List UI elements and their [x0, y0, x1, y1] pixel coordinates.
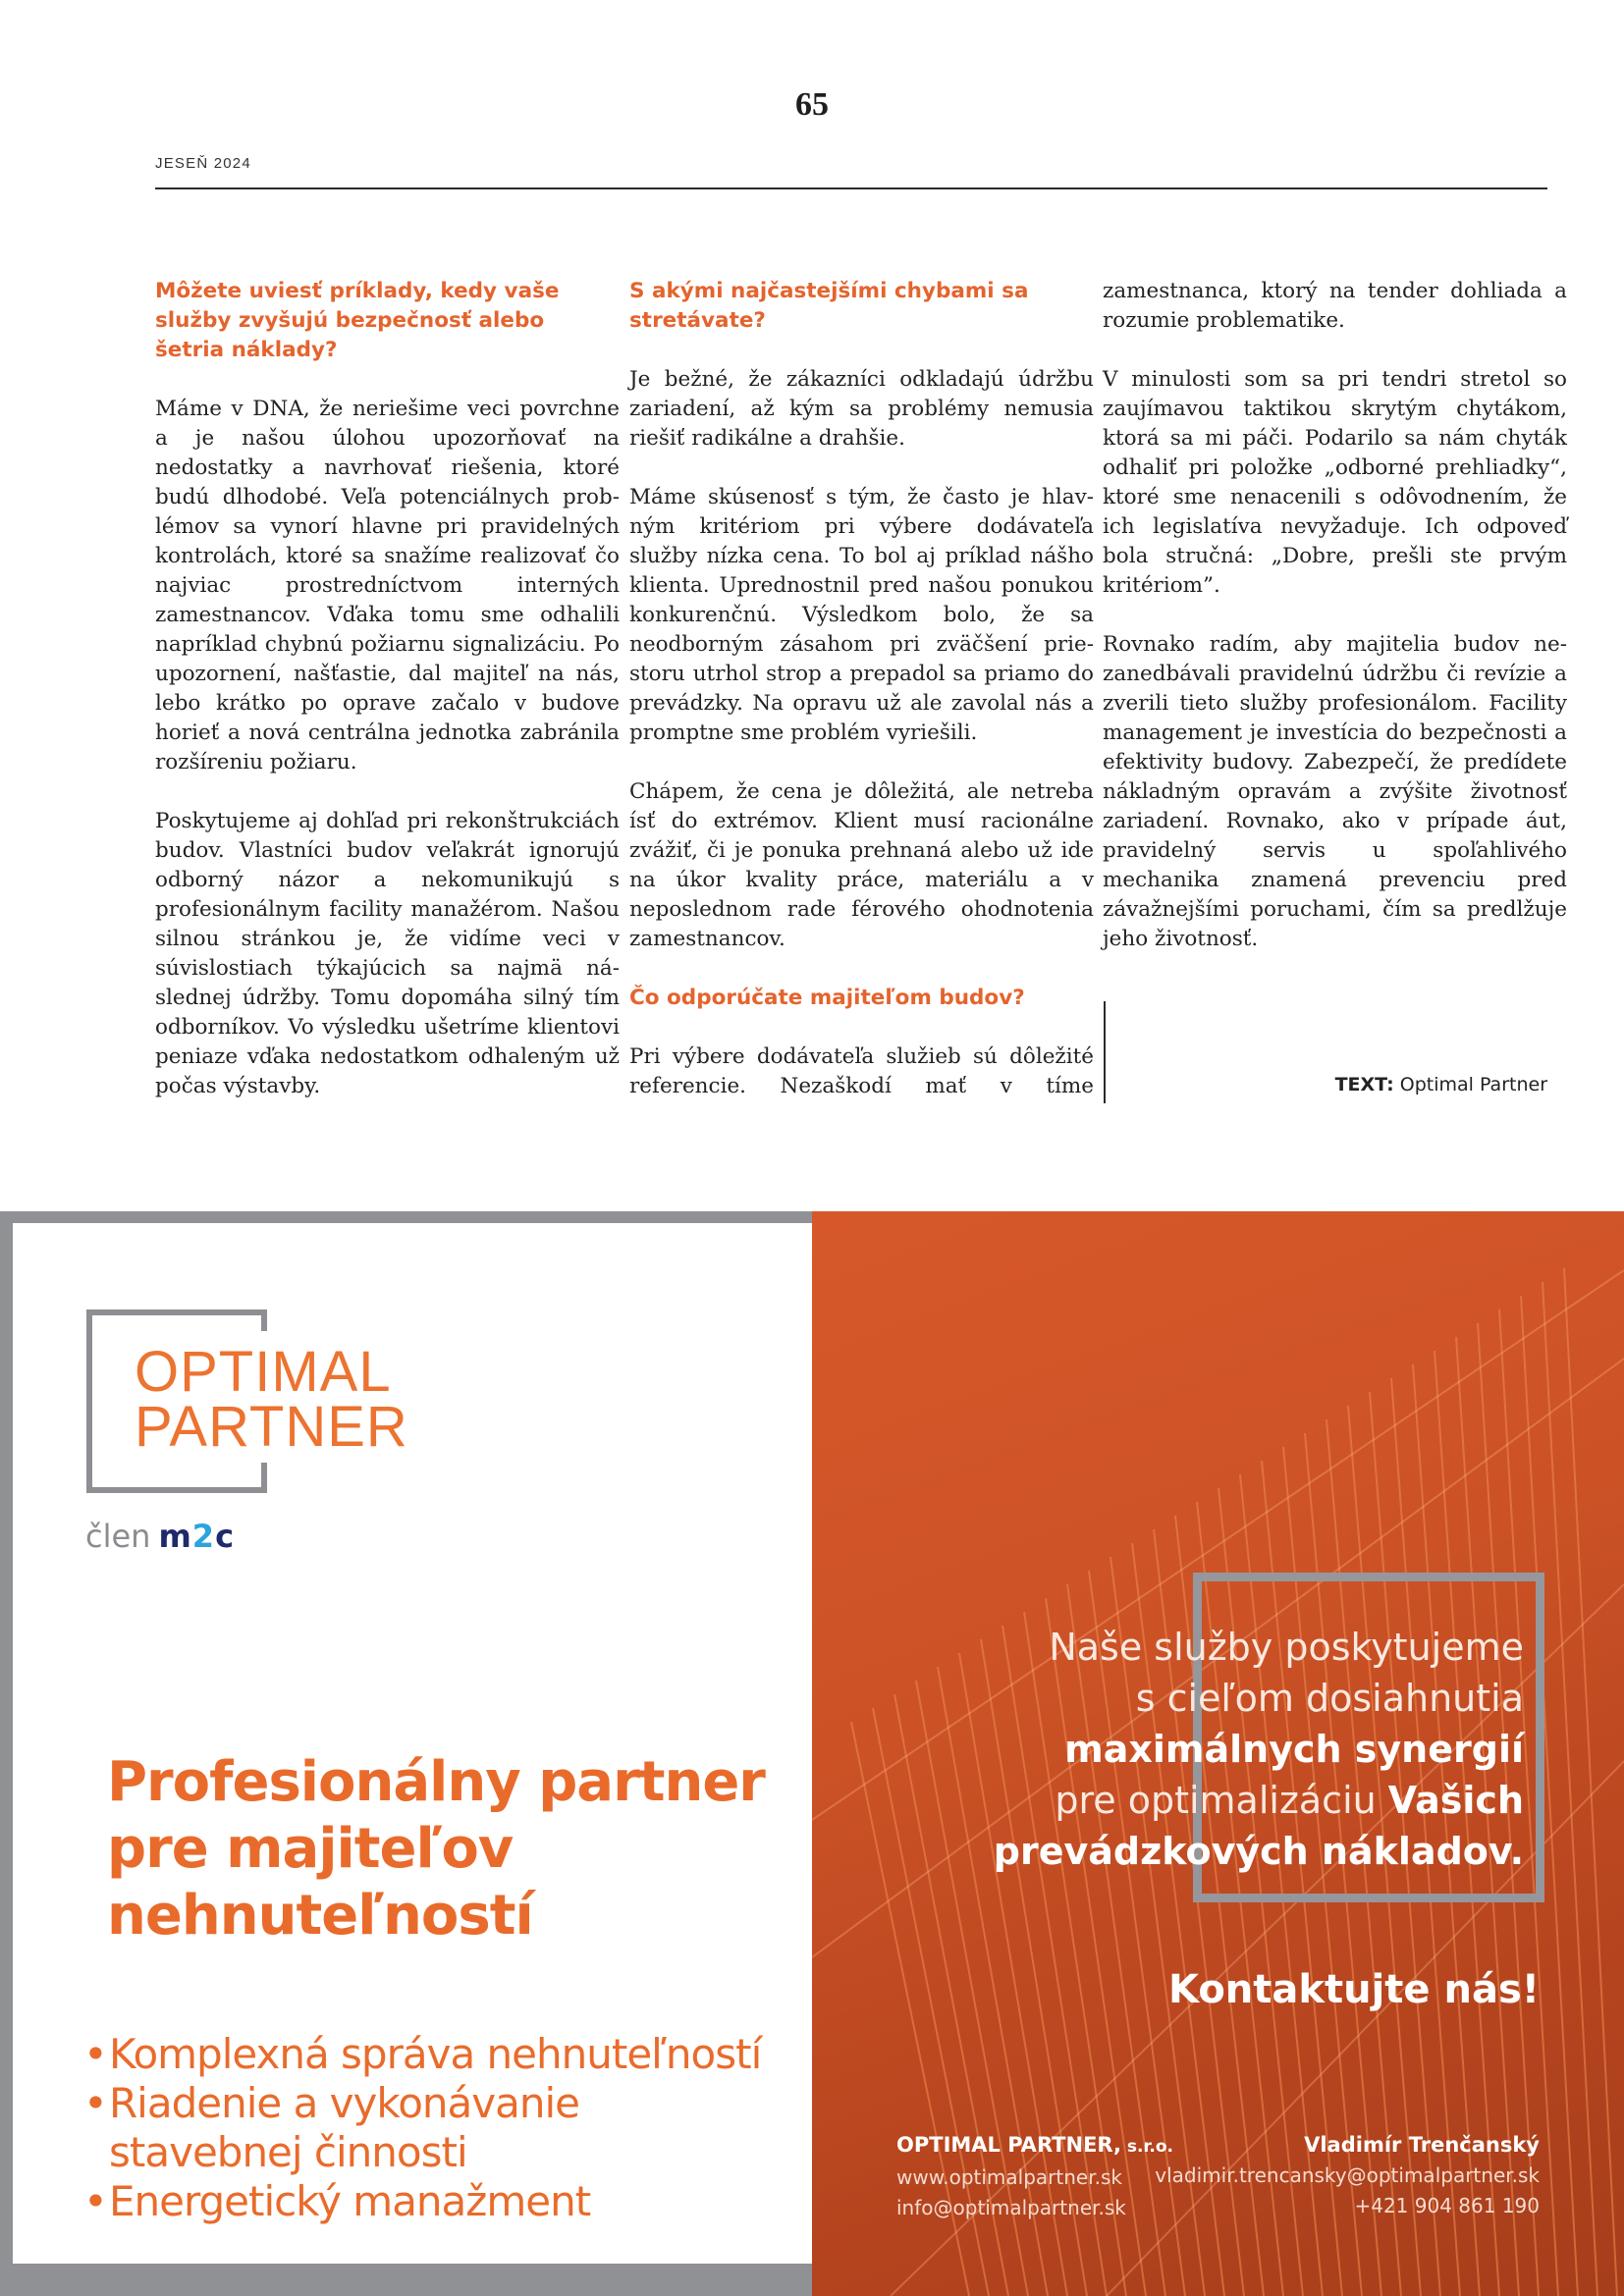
headline-line: pre majiteľov — [107, 1817, 514, 1881]
tagline — [974, 1622, 1524, 1877]
paragraph: Chápem, že cena je dôležitá, ale netreba ísť do extrémov. Klient musí racionálne zvážiť, či je ponuka prehnaná alebo už ide na úkor kvality práce, materiálu a v neposlednom rade férového ohodnotenia zamestnancov. — [629, 779, 1094, 951]
paragraph: Je bežné, že zákazníci odkladajú údržbu zariadení, až kým sa problémy nemusia riešiť radikálne a drahšie. — [629, 367, 1094, 451]
paragraph: Poskytujeme aj dohľad pri rekonštrukciách budov. Vlastníci budov veľakrát ignorujú odborný názor a nekomunikujú s profesionálnym facility manažérom. Našou silnou stránkou je, že vidíme veci v súvislostiach týkajúcich sa najmä následnej údržby. Tomu dopomáha silný tím odborníkov. Vo výsledku ušetríme klientovi peniaze vďaka nedostatkom odhaleným už počas výstavby. — [155, 809, 620, 1098]
byline-author: Optimal Partner — [1399, 1074, 1547, 1095]
service-item — [83, 2079, 761, 2177]
article-column-3 — [1103, 277, 1567, 984]
m2c-letter: 2 — [191, 1518, 216, 1555]
tagline-line: s cieľom dosiahnutia — [1135, 1677, 1524, 1720]
article-column-2 — [629, 277, 1094, 1131]
byline-label: TEXT: — [1334, 1074, 1394, 1095]
paragraph: Rovnako radím, aby majitelia budov nezanedbávali pravidelnú údržbu či revízie a zverili tieto služby profesionálom. Facility management je investícia do bezpečnosti a efektivity budovy. Zabezpečí, že predídete nákladným opravám a zvýšite životnosť zariadení. Rovnako, ako v prípade áut, pravidelný servis u spoľahlivého mechanika znamená prevenciu pred závažnejšími poruchami, čím sa predlžuje jeho životnosť. — [1103, 632, 1567, 951]
service-text: Komplexná správa nehnuteľností — [109, 2030, 762, 2078]
tagline-line: prevádzkových nákladov. — [993, 1830, 1524, 1873]
service-item — [83, 2177, 761, 2226]
service-text: stavebnej činnosti — [109, 2128, 467, 2176]
issue-label: JESEŇ 2024 — [155, 155, 251, 172]
ad-left-panel — [13, 1223, 812, 2264]
tagline-line: Naše služby poskytujeme — [1049, 1626, 1524, 1669]
logo-frame — [261, 1463, 267, 1487]
logo-line: PARTNER — [135, 1395, 408, 1459]
page-number: 65 — [795, 86, 829, 123]
logo-frame — [261, 1309, 267, 1331]
contact-person-email-link[interactable]: vladimir.trencansky@optimalpartner.sk — [1155, 2163, 1540, 2187]
m2c-letter: m — [158, 1518, 192, 1555]
question-heading: Čo odporúčate majiteľom budov? — [629, 986, 1025, 1010]
member-badge — [85, 1518, 235, 1555]
question-heading: S akými najčastejšími chybami sa stretávate? — [629, 279, 1029, 333]
service-item — [83, 2030, 761, 2079]
headline-line: Profesionálny partner — [107, 1750, 765, 1814]
paragraph: zamestnanca, ktorý na tender dohliada a rozumie problematike. — [1103, 279, 1567, 333]
article-column-1 — [155, 277, 620, 1131]
company-name: OPTIMAL PARTNER, s.r.o. — [896, 2133, 1174, 2157]
paragraph: V minulosti som sa pri tendri stretol so zaujímavou taktikou skrytým chytákom, ktorá sa mi páči. Podarilo sa nám chyták odhaliť pri položke „odborné prehliadky“, ktoré sme nenacenili s odôvodnením, že ich legislatíva nevyžaduje. Ich odpoveď bola stručná: „Dobre, prešli ste prvým kritériom”. — [1103, 367, 1567, 598]
byline-divider — [1104, 1001, 1106, 1103]
company-contact — [896, 2130, 1173, 2223]
paragraph: Pri výbere dodávateľa služieb sú dôležité referencie. Nezaškodí mať v tíme — [629, 1044, 1094, 1098]
tagline-line — [974, 1775, 1524, 1826]
service-text: Energetický manažment — [109, 2177, 591, 2225]
contact-cta: Kontaktujte nás! — [1168, 1967, 1540, 2012]
optimal-partner-logo — [135, 1340, 408, 1459]
question-heading: Môžete uviesť príklady, kedy vaše služby zvyšujú bezpečnosť alebo šetria náklady? — [155, 279, 560, 362]
tagline-text: pre optimalizáciu — [1055, 1779, 1388, 1822]
headline-line: nehnuteľností — [107, 1884, 533, 1948]
m2c-letter: c — [215, 1518, 236, 1555]
header-rule — [155, 187, 1547, 189]
bullet-icon: • — [83, 2030, 107, 2078]
paragraph: Máme skúsenosť s tým, že často je hlavným kritériom pri výbere dodávateľa služby nízka cena. To bol aj príklad nášho klienta. Uprednostnil pred našou ponukou konkurenčnú. Výsledkom bolo, že sa neodborným zásahom pri zväčšení priestoru utrhol strop a prepadol sa priamo do prevádzky. Na opravu už ale zavolal nás a promptne sme problém vyriešili. — [629, 485, 1094, 745]
contact-person-phone[interactable]: +421 904 861 190 — [1354, 2194, 1540, 2217]
person-contact — [1155, 2130, 1540, 2221]
tagline-line: maximálnych synergií — [1064, 1728, 1524, 1771]
paragraph: Máme v DNA, že neriešime veci povrchne a je našou úlohou upozorňovať na nedostatky a navrhovať riešenia, ktoré budú dlhodobé. Veľa potenciálnych problémov sa vynorí hlavne pri pravidelných kontrolách, ktoré sa snažíme realizovať čo najviac prostredníctvom interných zamestnancov. Vďaka tomu sme odhalili napríklad chybnú požiarnu signalizáciu. Po upozornení, našťastie, dal majiteľ na nás, lebo krátko po oprave začalo v budove horieť a nová centrálna jednotka zabránila rozšíreniu požiaru. — [155, 397, 620, 774]
contact-person-name: Vladimír Trenčanský — [1304, 2133, 1540, 2157]
byline — [1335, 1074, 1547, 1095]
m2c-logo — [158, 1518, 235, 1555]
ad-headline — [107, 1749, 794, 1949]
advertisement — [0, 1211, 1624, 2296]
member-label: člen — [85, 1518, 151, 1555]
bullet-icon: • — [83, 2079, 107, 2127]
tagline-text: Vašich — [1387, 1779, 1524, 1822]
company-email-link[interactable]: info@optimalpartner.sk — [896, 2196, 1126, 2219]
bullet-icon: • — [83, 2177, 107, 2225]
logo-line: OPTIMAL — [135, 1340, 392, 1404]
service-text: Riadenie a vykonávanie — [109, 2079, 579, 2127]
services-list — [83, 2030, 761, 2226]
company-website-link[interactable]: www.optimalpartner.sk — [896, 2165, 1122, 2189]
ad-right-panel — [812, 1211, 1624, 2296]
facade-line — [1564, 1268, 1617, 2296]
